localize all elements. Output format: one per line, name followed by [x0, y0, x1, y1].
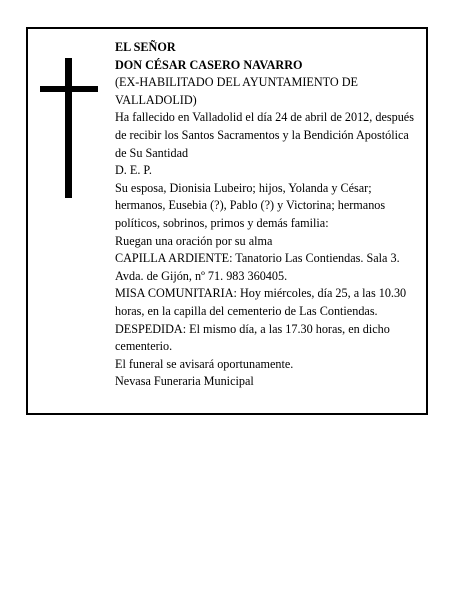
prayer-request: Ruegan una oración por su alma	[115, 233, 273, 248]
cross-vertical-bar	[65, 58, 72, 198]
obituary-notice	[26, 27, 428, 415]
funeral-info: El funeral se avisará oportunamente.	[115, 356, 294, 371]
chapel-info: CAPILLA ARDIENTE: Tanatorio Las Contiendas. Sala 3. Avda. de Gijón, nº 71. 983 360405.	[115, 251, 400, 283]
mass-info: MISA COMUNITARIA: Hoy miércoles, día 25, a las 10.30 horas, en la capilla del cementerio de Las Contiendas.	[115, 286, 407, 318]
deceased-name: DON CÉSAR CASERO NAVARRO	[115, 57, 303, 72]
family-members: Su esposa, Dionisia Lubeiro; hijos, Yolanda y César; hermanos, Eusebia (?), Pablo (?) y Victorina; hermanos políticos, sobrinos, primos y demás familia:	[115, 180, 386, 230]
rest-in-peace: D. E. P.	[115, 163, 152, 178]
death-announcement: Ha fallecido en Valladolid el día 24 de abril de 2012, después de recibir los Santos Sacramentos y la Bendición Apostólica de Su Santidad	[115, 110, 414, 160]
deceased-role: (EX-HABILITADO DEL AYUNTAMIENTO DE VALLADOLID)	[115, 75, 359, 107]
cross-horizontal-bar	[40, 86, 98, 92]
notice-text	[115, 39, 420, 391]
latin-cross-icon	[40, 58, 98, 198]
farewell-info: DESPEDIDA: El mismo día, a las 17.30 horas, en dicho cementerio.	[115, 321, 390, 354]
notice-title: EL SEÑOR	[115, 40, 176, 54]
funeral-home: Nevasa Funeraria Municipal	[115, 374, 254, 389]
